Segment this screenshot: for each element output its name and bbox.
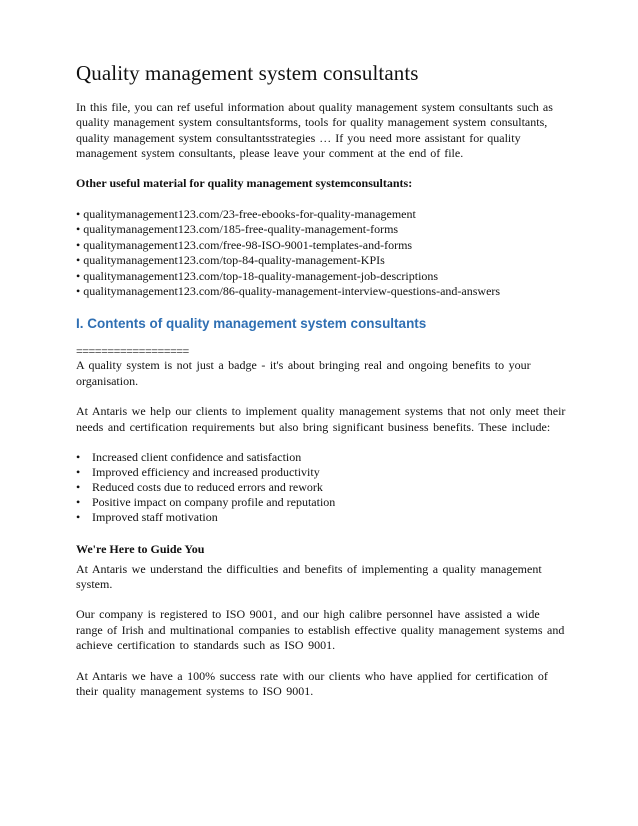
bullet-icon: •	[76, 510, 81, 525]
useful-link-item: • qualitymanagement123.com/23-free-ebooks-for-quality-management	[76, 207, 416, 222]
document-title: Quality management system consultants	[76, 61, 419, 85]
useful-links-list	[76, 207, 566, 299]
document-page	[76, 60, 566, 714]
benefit-item	[76, 510, 566, 525]
benefit-item	[76, 480, 566, 495]
useful-link-item: • qualitymanagement123.com/top-18-quality-management-job-descriptions	[76, 268, 439, 283]
difficulties-paragraph: At Antaris we understand the difficulties and benefits of implementing a quality management system.	[76, 561, 542, 591]
registration-paragraph: Our company is registered to ISO 9001, and our high calibre personnel have assisted a wide range of Irish and multinational companies to establish effective quality management systems and achieve certification to standards such as ISO 9001.	[76, 607, 565, 653]
bullet-icon: •	[76, 495, 81, 510]
success-rate-paragraph: At Antaris we have a 100% success rate with our clients who have applied for certification of their quality management systems to ISO 9001.	[76, 668, 548, 698]
intro-paragraph: In this file, you can ref useful information about quality management system consultants such as quality management system consultantsforms, tools for quality management system consultants, quality management system consultantsstrategies … If you need more assistant for quality management system consultants, please leave your comment at the end of file.	[76, 100, 553, 161]
guide-heading: We're Here to Guide You	[76, 542, 205, 557]
bullet-icon: •	[76, 450, 81, 465]
benefit-item	[76, 465, 566, 480]
benefit-text: Improved staff motivation	[92, 510, 218, 525]
antaris-help-paragraph: At Antaris we help our clients to implement quality management systems that not only meet their needs and certification requirements but also bring significant business benefits. These include:	[76, 404, 566, 434]
benefit-text: Increased client confidence and satisfaction	[92, 450, 302, 465]
useful-link-item: • qualitymanagement123.com/top-84-quality-management-KPIs	[76, 253, 385, 268]
benefit-item	[76, 450, 566, 465]
benefits-list	[76, 450, 566, 525]
useful-link-item: • qualitymanagement123.com/185-free-quality-management-forms	[76, 222, 399, 237]
useful-link-item: • qualitymanagement123.com/free-98-ISO-9001-templates-and-forms	[76, 237, 413, 252]
other-material-heading: Other useful material for quality management systemconsultants:	[76, 175, 413, 190]
equals-divider: ==================	[76, 344, 189, 359]
benefit-item	[76, 495, 566, 510]
useful-link-item: • qualitymanagement123.com/86-quality-management-interview-questions-and-answers	[76, 284, 501, 299]
benefit-text: Improved efficiency and increased productivity	[92, 465, 320, 480]
benefit-text: Reduced costs due to reduced errors and rework	[92, 480, 323, 495]
quality-system-paragraph: A quality system is not just a badge - it's about bringing real and ongoing benefits to your organisation.	[76, 358, 531, 388]
bullet-icon: •	[76, 480, 81, 495]
bullet-icon: •	[76, 465, 81, 480]
section-heading-contents: I. Contents of quality management system consultants	[76, 316, 427, 332]
benefit-text: Positive impact on company profile and reputation	[92, 495, 336, 510]
